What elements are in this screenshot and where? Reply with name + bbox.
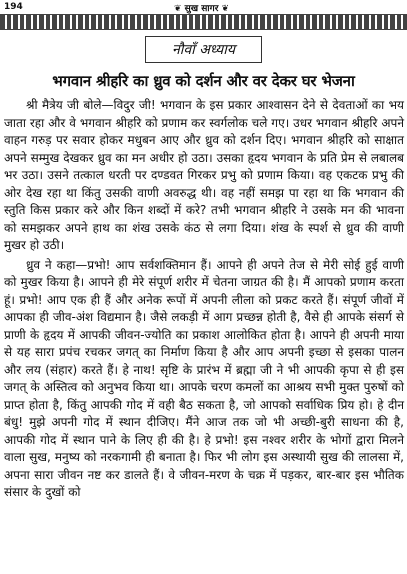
paragraph-1: श्री मैत्रेय जी बोले—विदुर जी! भगवान के इस प्रकार आश्वासन देने से देवताओं का भय जाता रहा और वे भगवान श्रीहरि को प्रणाम कर स्वर्गलोक चले गए। उधर भगवान श्रीहरि अपने वाहन गरुड़ पर सवार होकर मधुबन आए और ध्रुव को दर्शन दिए। भगवान श्रीहरि को साक्षात अपने सम्मुख देखकर ध्रुव का मन अधीर हो उठा। उसका हृदय भगवान के प्रति प्रेम से लबालब भर उठा। उसने तत्काल धरती पर दण्डवत गिरकर प्रभु को प्रणाम किया। वह एकटक प्रभु की ओर देख रहा था किंतु उसकी वाणी अवरुद्ध थी। वह नहीं समझ पा रहा था कि भगवान की स्तुति किस प्रकार करे और किन शब्दों में करे? तभी भगवान श्रीहरि ने उसके मन की भावना को समझकर अपने हाथ का शंख उसके कंठ से लगा दिया। शंख के स्पर्श से ध्रुव की वाणी मुखर हो उठी। (4, 98, 404, 252)
paragraph-2: ध्रुव ने कहा—प्रभो! आप सर्वशक्तिमान हैं। आपने ही अपने तेज से मेरी सोई हुई वाणी को मुखर किया है। आपने ही मेरे संपूर्ण शरीर में चेतना जाग्रत की है। मैं आपको प्रणाम करता हूं। प्रभो! आप एक ही हैं और अनेक रूपों में अपनी लीला को प्रकट करते हैं। संपूर्ण जीवों में आपका ही जीव-अंश विद्यमान है। जैसे लकड़ी में आग प्रच्छन्न होती है, वैसे ही आपके संसर्ग से प्राणी के हृदय में आपकी जीवन-ज्योति का प्रकाश आलोकित होता है। आपने ही अपनी माया से यह सारा प्रपंच रचकर जगत् का निर्माण किया है और आप अपनी इच्छा से इसका पालन और लय (संहार) करते हैं। हे नाथ! सृष्टि के प्रारंभ में ब्रह्मा जी ने भी आपकी कृपा से ही इस जगत् के अस्तित्व को अनुभव किया था। आपके चरण कमलों का आश्रय सभी मुक्त पुरुषों को प्राप्त होता है, किंतु आपकी गोद में वही बैठ सकता है, जो आपको सर्वाधिक प्रिय हो। हे दीन बंधु! मुझे अपनी गोद में स्थान दीजिए। मैंने आज तक जो भी अच्छी-बुरी साधना की है, आपकी गोद में स्थान पाने के लिए ही की है। हे प्रभो! इस नश्वर शरीर के भोगों द्वारा मिलने वाला सुख, मनुष्य को नरकगामी ही बनाता है। फिर भी लोग इस अस्थायी सुख की लालसा में, अपना सारा जीवन नष्ट कर डालते हैं। वे जीवन-मरण के चक्र में पड़कर, बार-बार इस भौतिक संसार के दुखों को (4, 257, 404, 499)
chapter-heading-wrap (0, 36, 407, 63)
chapter-title: भगवान श्रीहरि का ध्रुव को दर्शन और वर देकर घर भेजना (52, 72, 355, 90)
chapter-heading: नौवाँ अध्याय (145, 36, 262, 63)
page-header (0, 0, 407, 14)
running-title: ❦ सुख सागर ❦ (173, 3, 230, 14)
body-text (0, 97, 407, 502)
page-number: 194 (4, 2, 23, 12)
ornamental-border (0, 14, 407, 30)
